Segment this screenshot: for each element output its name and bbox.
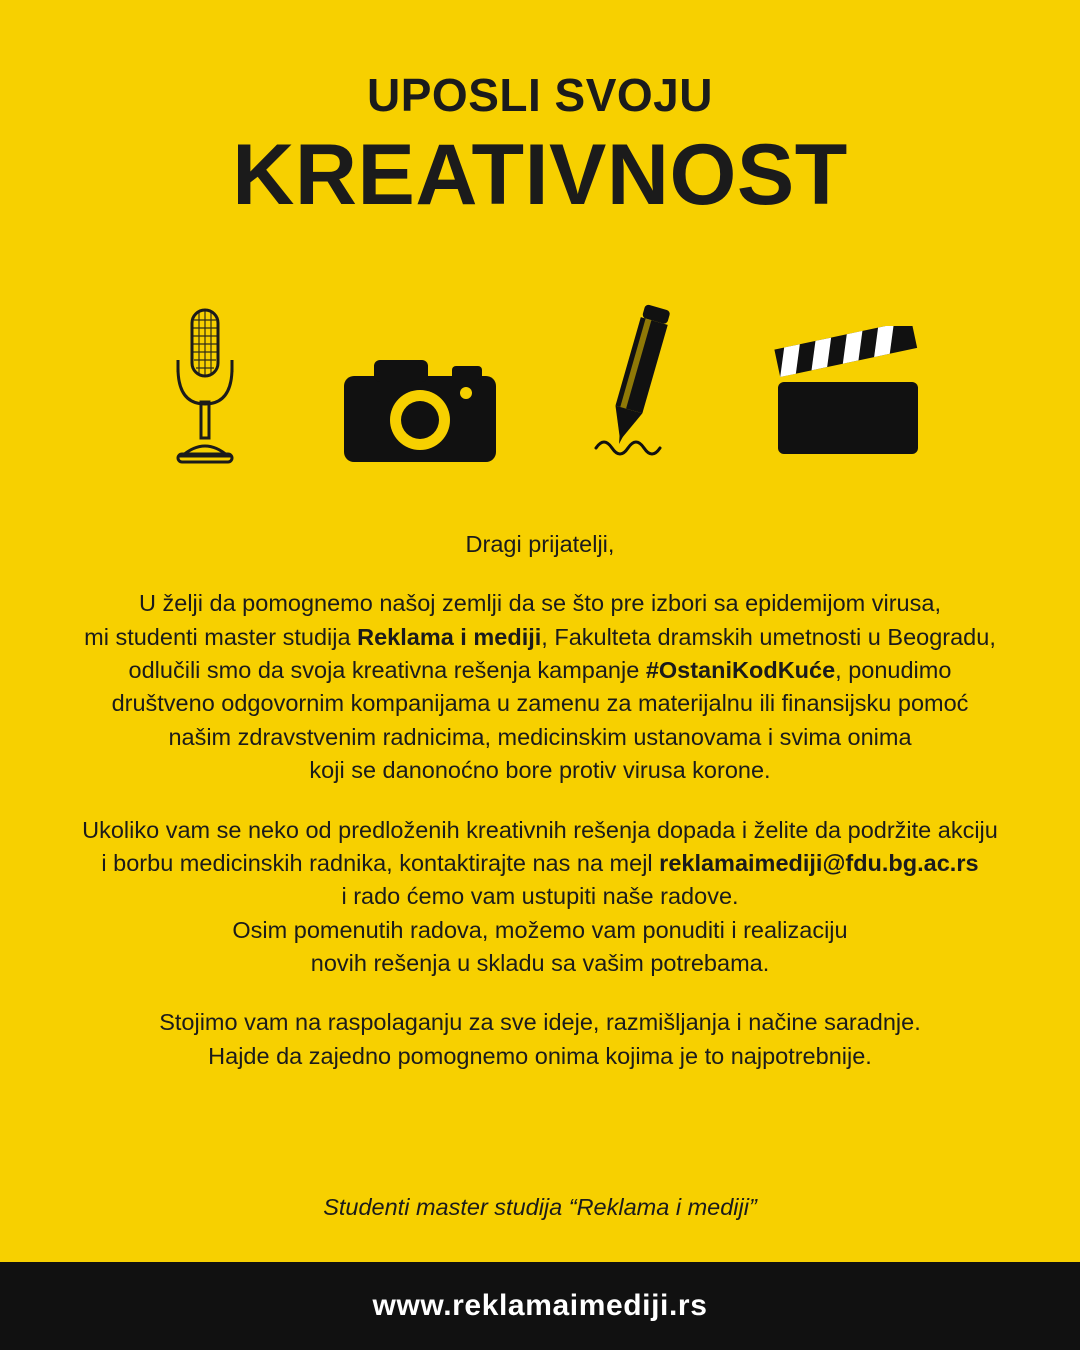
- pen-icon: [590, 296, 680, 466]
- program-name: Reklama i mediji: [357, 623, 542, 650]
- p2-line-1: Ukoliko vam se neko od predloženih kreativnih rešenja dopada i želite da podržite akciju: [82, 816, 998, 843]
- p1-line-3c: , ponudimo: [835, 657, 952, 684]
- greeting-line: Dragi prijatelji,: [465, 531, 615, 557]
- microphone-icon: [160, 306, 250, 466]
- contact-email[interactable]: reklamaimediji@fdu.bg.ac.rs: [659, 849, 979, 876]
- signature-line: Studenti master studija “Reklama i mediji”: [323, 1194, 757, 1221]
- page-title: [0, 69, 1080, 223]
- body-copy: [35, 528, 1045, 1224]
- footer-bar: [0, 1262, 1080, 1350]
- paragraph-2: [35, 814, 1045, 981]
- p1-line-5: našim zdravstvenim radnicima, medicinskim ustanovama i svima onima: [168, 723, 912, 750]
- p2-line-4: Osim pomenutih radova, možemo vam ponuditi i realizaciju: [232, 916, 848, 943]
- paragraph-3: [35, 1006, 1045, 1073]
- p2-line-3: i rado ćemo vam ustupiti naše radove.: [341, 883, 739, 910]
- title-line-1: UPOSLI SVOJU: [367, 69, 713, 121]
- campaign-hashtag: #OstaniKodKuće: [645, 657, 836, 684]
- p3-line-2: Hajde da zajedno pomognemo onima kojima je to najpotrebnije.: [208, 1042, 872, 1069]
- p3-line-1: Stojimo vam na raspolaganju za sve ideje, razmišljanja i načine saradnje.: [159, 1009, 921, 1036]
- p1-line-2c: , Fakulteta dramskih umetnosti u Beogradu,: [541, 623, 996, 650]
- website-url[interactable]: www.reklamaimediji.rs: [372, 1289, 708, 1322]
- camera-icon: [340, 346, 500, 466]
- icon-row: [160, 296, 920, 466]
- paragraph-1: [35, 587, 1045, 787]
- p1-line-2a: mi studenti master studija: [84, 623, 358, 650]
- title-line-2: KREATIVNOST: [232, 127, 848, 223]
- clapperboard-icon: [770, 326, 920, 466]
- p2-line-5: novih rešenja u skladu sa vašim potrebama.: [310, 949, 770, 976]
- p1-line-4: društveno odgovornim kompanijama u zamenu za materijalnu ili finansijsku pomoć: [111, 690, 969, 717]
- p1-line-6: koji se danonoćno bore protiv virusa korone.: [309, 757, 771, 784]
- p1-line-1: U želji da pomognemo našoj zemlji da se što pre izbori sa epidemijom virusa,: [139, 590, 941, 617]
- p2-line-2a: i borbu medicinskih radnika, kontaktirajte nas na mejl: [101, 849, 660, 876]
- p1-line-3a: odlučili smo da svoja kreativna rešenja kampanje: [128, 657, 646, 684]
